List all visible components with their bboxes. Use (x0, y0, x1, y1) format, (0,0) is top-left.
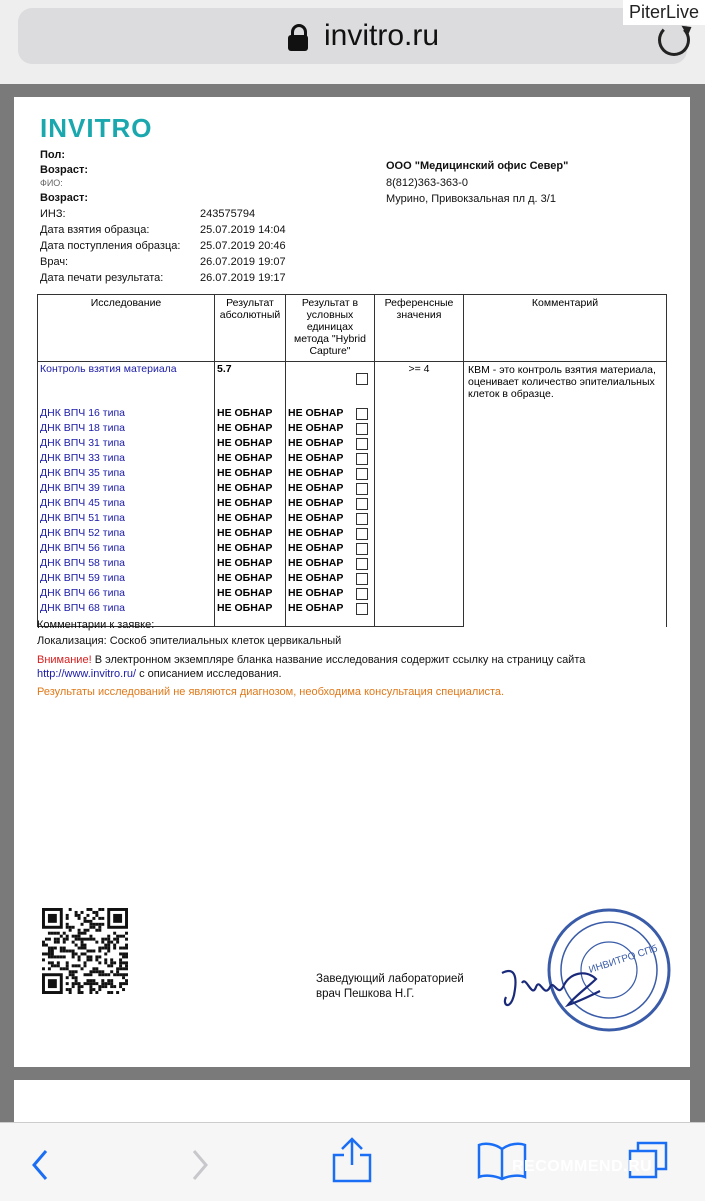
absolute-value: НЕ ОБНАР (215, 436, 286, 451)
reference-value (375, 586, 464, 601)
hybrid-cell (286, 601, 375, 616)
collected-value: 25.07.2019 14:04 (200, 224, 286, 236)
age-label-2: Возраст: (40, 192, 88, 204)
study-link[interactable]: ДНК ВПЧ 52 типа (38, 526, 215, 541)
localization-text: Локализация: Соскоб эпителиальных клеток цервикальный (37, 635, 342, 647)
reference-value: >= 4 (375, 362, 464, 407)
reference-value (375, 571, 464, 586)
signature-title: Заведующий лабораторией (316, 973, 464, 985)
checkbox-icon (356, 423, 368, 435)
absolute-value: НЕ ОБНАР (215, 541, 286, 556)
checkbox-icon (356, 573, 368, 585)
hybrid-value: НЕ ОБНАР (288, 587, 344, 599)
signature-icon (496, 965, 606, 1015)
hybrid-cell (286, 481, 375, 496)
study-link[interactable]: ДНК ВПЧ 56 типа (38, 541, 215, 556)
qr-code-icon (42, 908, 128, 994)
hybrid-cell (286, 451, 375, 466)
lock-icon (288, 24, 308, 52)
reference-value (375, 451, 464, 466)
url-text[interactable]: invitro.ru (324, 19, 440, 52)
invitro-logo: INVITRO (40, 113, 153, 143)
reference-value (375, 511, 464, 526)
study-link[interactable]: ДНК ВПЧ 35 типа (38, 466, 215, 481)
back-icon[interactable] (28, 1147, 52, 1183)
absolute-value: 5.7 (215, 362, 286, 407)
hybrid-value: НЕ ОБНАР (288, 497, 344, 509)
disclaimer-text: Результаты исследований не являются диагнозом, необходима консультация специалиста. (37, 686, 505, 698)
hybrid-value: НЕ ОБНАР (288, 467, 344, 479)
header-reference: Референсные значения (375, 295, 464, 362)
absolute-value: НЕ ОБНАР (215, 496, 286, 511)
checkbox-icon (356, 483, 368, 495)
hybrid-cell (286, 541, 375, 556)
hybrid-cell (286, 586, 375, 601)
hybrid-value: НЕ ОБНАР (288, 527, 344, 539)
checkbox-icon (356, 543, 368, 555)
checkbox-icon (356, 373, 368, 385)
hybrid-cell (286, 466, 375, 481)
hybrid-cell (286, 526, 375, 541)
checkbox-icon (356, 603, 368, 615)
study-link[interactable]: ДНК ВПЧ 45 типа (38, 496, 215, 511)
hybrid-value: НЕ ОБНАР (288, 422, 344, 434)
address-bar[interactable] (18, 8, 687, 64)
hybrid-cell (286, 436, 375, 451)
reference-value (375, 481, 464, 496)
attention-label: Внимание! (37, 654, 92, 666)
document-page (14, 97, 690, 1067)
reference-value (375, 526, 464, 541)
study-link[interactable]: ДНК ВПЧ 51 типа (38, 511, 215, 526)
invitro-link[interactable]: http://www.invitro.ru/ (37, 668, 137, 680)
fio-label: ФИО: (40, 178, 63, 188)
absolute-value: НЕ ОБНАР (215, 511, 286, 526)
received-label: Дата поступления образца: (40, 240, 181, 252)
checkbox-icon (356, 453, 368, 465)
doctor-label: Врач: (40, 256, 69, 268)
header-comment: Комментарий (464, 295, 667, 362)
hybrid-value: НЕ ОБНАР (288, 572, 344, 584)
org-name: ООО "Медицинский офис Север" (386, 160, 569, 172)
hybrid-cell (286, 571, 375, 586)
hybrid-cell (286, 406, 375, 421)
forward-icon[interactable] (188, 1147, 212, 1183)
reference-value (375, 421, 464, 436)
reference-value (375, 406, 464, 421)
study-link[interactable]: ДНК ВПЧ 31 типа (38, 436, 215, 451)
hybrid-value: НЕ ОБНАР (288, 557, 344, 569)
attention-text: В электронном экземпляре бланка название исследования содержит ссылку на страницу сайта (91, 654, 586, 666)
checkbox-icon (356, 513, 368, 525)
study-link[interactable]: ДНК ВПЧ 59 типа (38, 571, 215, 586)
table-row (38, 362, 667, 407)
sex-label: Пол: (40, 149, 66, 161)
hybrid-cell (286, 421, 375, 436)
checkbox-icon (356, 588, 368, 600)
comment-label: Комментарии к заявке: (37, 619, 155, 631)
absolute-value: НЕ ОБНАР (215, 601, 286, 616)
results-table (37, 294, 667, 627)
comment-cell: КВМ - это контроль взятия материала, оценивает количество эпителиальных клеток в образце. (464, 362, 667, 627)
study-link[interactable]: ДНК ВПЧ 66 типа (38, 586, 215, 601)
inz-label: ИНЗ: (40, 208, 66, 220)
checkbox-icon (356, 468, 368, 480)
link-line (37, 668, 282, 680)
reference-value (375, 601, 464, 616)
watermark-label: PiterLive (623, 0, 705, 25)
reference-value (375, 496, 464, 511)
absolute-value: НЕ ОБНАР (215, 481, 286, 496)
hybrid-cell (286, 511, 375, 526)
org-phone: 8(812)363-363-0 (386, 177, 468, 189)
absolute-value: НЕ ОБНАР (215, 406, 286, 421)
checkbox-icon (356, 558, 368, 570)
study-link[interactable]: Контроль взятия материала (38, 362, 215, 407)
received-value: 25.07.2019 20:46 (200, 240, 286, 252)
study-link[interactable]: ДНК ВПЧ 58 типа (38, 556, 215, 571)
absolute-value: НЕ ОБНАР (215, 526, 286, 541)
collected-label: Дата взятия образца: (40, 224, 150, 236)
reference-value (375, 436, 464, 451)
checkbox-icon (356, 498, 368, 510)
checkbox-icon (356, 408, 368, 420)
hybrid-cell (286, 556, 375, 571)
header-hybrid: Результат в условных единицах метода "Hybrid Capture" (286, 295, 375, 362)
absolute-value: НЕ ОБНАР (215, 586, 286, 601)
absolute-value: НЕ ОБНАР (215, 556, 286, 571)
hybrid-value: НЕ ОБНАР (288, 407, 344, 419)
reference-value (375, 466, 464, 481)
recommend-watermark: RECOMMEND.RU (512, 1158, 653, 1175)
study-link[interactable]: ДНК ВПЧ 33 типа (38, 451, 215, 466)
stamp-text: ИНВИТРО СПб (587, 943, 659, 976)
org-address: Мурино, Привокзальная пл д. 3/1 (386, 193, 556, 205)
share-icon[interactable] (330, 1135, 374, 1185)
study-link[interactable]: ДНК ВПЧ 39 типа (38, 481, 215, 496)
reference-value (375, 556, 464, 571)
absolute-value: НЕ ОБНАР (215, 421, 286, 436)
hybrid-value: НЕ ОБНАР (288, 452, 344, 464)
reference-value (375, 541, 464, 556)
hybrid-value: НЕ ОБНАР (288, 542, 344, 554)
hybrid-value: НЕ ОБНАР (288, 602, 344, 614)
study-link[interactable]: ДНК ВПЧ 68 типа (38, 601, 215, 616)
browser-top-bar (0, 0, 705, 84)
hybrid-cell (286, 496, 375, 511)
absolute-value: НЕ ОБНАР (215, 571, 286, 586)
header-study: Исследование (38, 295, 215, 362)
absolute-value: НЕ ОБНАР (215, 451, 286, 466)
checkbox-icon (356, 528, 368, 540)
study-link[interactable]: ДНК ВПЧ 18 типа (38, 421, 215, 436)
hybrid-value: НЕ ОБНАР (288, 437, 344, 449)
printed-value: 26.07.2019 19:17 (200, 272, 286, 284)
study-link[interactable]: ДНК ВПЧ 16 типа (38, 406, 215, 421)
printed-label: Дата печати результата: (40, 272, 164, 284)
hybrid-cell (286, 362, 375, 407)
signature-name: врач Пешкова Н.Г. (316, 988, 415, 1000)
absolute-value: НЕ ОБНАР (215, 466, 286, 481)
header-absolute: Результат абсолютный (215, 295, 286, 362)
reload-icon[interactable] (658, 24, 690, 56)
link-text: с описанием исследования. (136, 668, 282, 680)
inz-value: 243575794 (200, 208, 256, 220)
doctor-value: 26.07.2019 19:07 (200, 256, 286, 268)
hybrid-value: НЕ ОБНАР (288, 482, 344, 494)
checkbox-icon (356, 438, 368, 450)
hybrid-value: НЕ ОБНАР (288, 512, 344, 524)
age-label: Возраст: (40, 164, 88, 176)
attention-line (37, 654, 585, 666)
